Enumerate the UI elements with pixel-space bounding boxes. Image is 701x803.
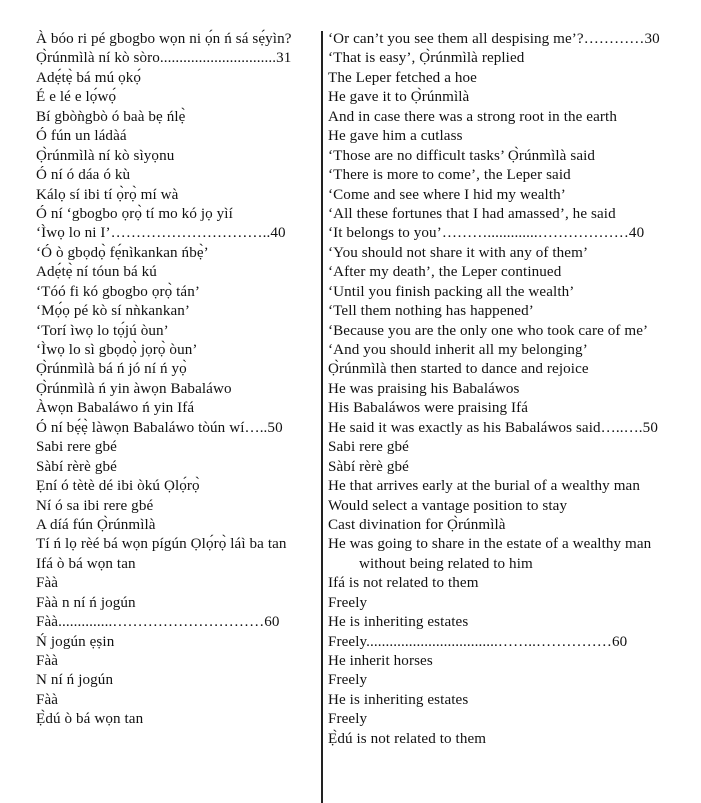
text-line: Fàà [36, 575, 59, 592]
text-line: Ó ní ó dáa ó kù [36, 167, 131, 184]
text-line: ‘Or can’t you see them all despising me’?…………30 [328, 31, 660, 47]
text-line: Adẹ́tẹ̀ ní tóun bá kú [36, 264, 157, 281]
text-line: ‘Because you are the only one who took care of me’ [328, 322, 649, 339]
text-line: ‘Tóó fi kó gbogbo ọrọ̀ tán’ [36, 283, 200, 300]
text-line: ‘Those are no difficult tasks’ Ọ̀rúnmìlà said [328, 147, 596, 164]
text-line: He that arrives early at the burial of a wealthy man [328, 478, 640, 495]
text-line: His Babaláwos were praising Ifá [328, 400, 529, 417]
text-line: Would select a vantage position to stay [328, 497, 568, 514]
text-line: ‘Ìwọ lo ni I’…………………………..40 [36, 225, 286, 242]
text-line: Freely..................................……..……………60 [328, 633, 628, 650]
text-line: Fàà [36, 691, 59, 708]
text-line: ‘And you should inherit all my belonging’ [328, 342, 588, 358]
text-line: ‘Torí ìwọ lo tọ́jú òun’ [36, 322, 169, 339]
text-line: The Leper fetched a hoe [328, 69, 477, 86]
text-line: He inherit horses [328, 653, 433, 669]
text-line: Sabi rere gbé [328, 439, 409, 456]
text-line: He was going to share in the estate of a wealthy man [328, 536, 652, 553]
text-line: Ó ní bẹ́ẹ̀ làwọn Babaláwo tòún wí…..50 [36, 419, 283, 436]
text-line: Fàà n ní ń jogún [36, 594, 136, 611]
text-line: Ifá is not related to them [328, 575, 479, 592]
text-line: He was praising his Babaláwos [328, 380, 520, 397]
text-line: Fàà..............…………………………60 [36, 614, 280, 631]
text-line: He gave him a cutlass [328, 128, 463, 145]
text-line: Ọ̀rúnmìlà ní kò sìyọnu [36, 147, 175, 164]
text-line: And in case there was a strong root in the earth [328, 108, 617, 125]
text-line: É e lé e lọ́wọ́ [36, 89, 117, 106]
text-line: Tí ń lọ rèé bá wọn pígún Ọlọ́rọ̀ láì ba tan [36, 536, 287, 553]
text-line: Ifá ò bá wọn tan [36, 555, 136, 572]
text-line: Adẹ́tẹ̀ bá mú ọkọ́ [36, 69, 142, 86]
text-line: He gave it to Ọ̀rúnmìlà [328, 89, 470, 106]
text-line: Ẹ̀dú ò bá wọn tan [36, 711, 144, 728]
text-line: Ó ní ‘gbogbo ọrọ̀ tí mo kó jọ yìí [36, 205, 233, 222]
text-line: Freely [328, 594, 368, 611]
text-line: ‘You should not share it with any of them’ [328, 244, 589, 261]
text-line: ‘Tell them nothing has happened’ [328, 303, 534, 320]
text-line: ‘All these fortunes that I had amassed’, he said [328, 205, 616, 222]
text-line: À bóo ri pé gbogbo wọn ni ọ́n ń sá sẹ́yìn? [36, 31, 292, 47]
text-line: He is inheriting estates [328, 691, 469, 708]
text-line: He is inheriting estates [328, 614, 469, 631]
text-line: Àwọn Babaláwo ń yin Ifá [36, 400, 195, 417]
yoruba-text-column [36, 30, 314, 730]
text-line: ‘That is easy’, Ọ̀rúnmìlà replied [328, 50, 525, 67]
text-line: Ọ̀rúnmìlà bá ń jó ní ń yọ̀ [36, 361, 187, 378]
text-line: ‘Come and see where I hid my wealth’ [328, 186, 566, 203]
text-line: Kálọ sí ibi tí ọ̀rọ̀ mí wà [36, 186, 179, 203]
text-line: N ní ń jogún [36, 672, 114, 689]
text-line: He said it was exactly as his Babaláwos said…..….50 [328, 419, 658, 436]
text-line: ‘It belongs to you’……….............………………40 [328, 225, 645, 242]
text-line: ‘After my death’, the Leper continued [328, 264, 562, 281]
text-line: ‘Until you finish packing all the wealth’ [328, 283, 575, 300]
text-line: Ọ̀rúnmìlà then started to dance and rejoice [328, 361, 589, 378]
text-line: Bí gbòǹgbò ó baà bẹ ńlẹ̀ [36, 108, 186, 125]
text-line: Ọ̀rúnmìlà ní kò sòro..............................31 [36, 50, 292, 67]
text-line: A díá fún Ọ̀rúnmìlà [36, 516, 156, 533]
text-line: Sàbí rèrè gbé [328, 458, 409, 475]
text-line: Freely [328, 672, 368, 689]
text-line: Ọ̀rúnmìlà ń yin àwọn Babaláwo [36, 380, 232, 397]
text-line: Cast divination for Ọ̀rúnmìlà [328, 516, 506, 533]
text-line: Sabi rere gbé [36, 439, 117, 456]
text-line: without being related to him [359, 555, 533, 572]
english-translation-column [328, 30, 698, 749]
text-line: Sàbí rèrè gbé [36, 458, 117, 475]
text-line: Ní ó sa ibi rere gbé [36, 497, 154, 514]
text-line: Ń jogún ẹṣin [36, 633, 115, 650]
column-divider [321, 31, 323, 803]
text-line: Freely [328, 711, 368, 728]
text-line: Ẹní ó tètè dé ibi òkú Ọlọ́rọ̀ [36, 478, 200, 495]
text-line: Ó fún un ládàá [36, 128, 127, 145]
text-line: Ẹ̀dú is not related to them [328, 730, 487, 747]
text-line: ‘Mọ́ọ pé kò sí nǹkankan’ [36, 303, 191, 320]
text-line: ‘Ó ò gbọdọ̀ fẹ́nìkankan ńbẹ̀’ [36, 244, 209, 261]
text-line: ‘Ìwọ lo sì gbọdọ̀ jọrọ̀ òun’ [36, 342, 198, 358]
text-line: Fàà [36, 653, 59, 669]
text-line: ‘There is more to come’, the Leper said [328, 167, 571, 184]
